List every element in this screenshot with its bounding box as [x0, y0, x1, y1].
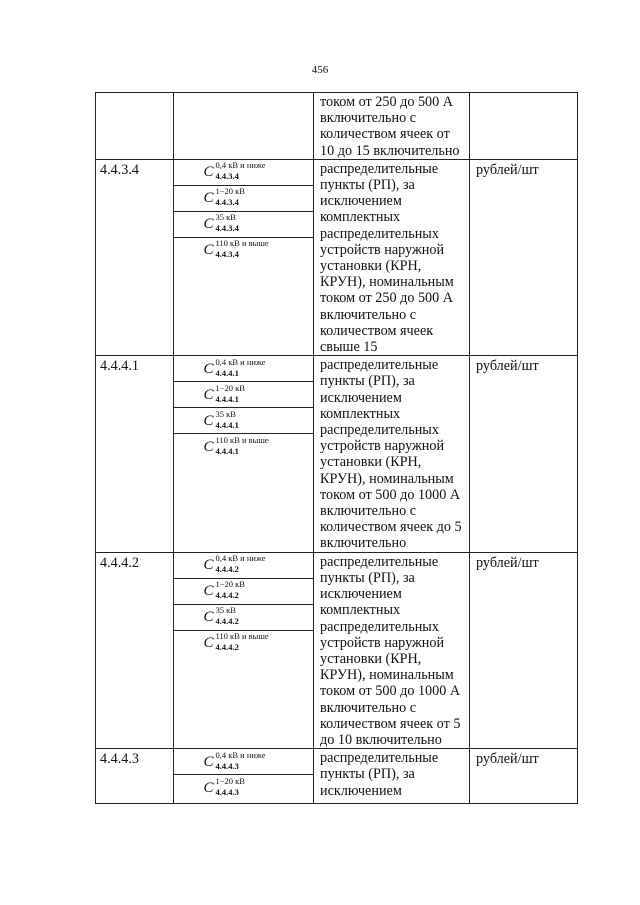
description-line: установки (КРН,	[320, 650, 422, 667]
description-line: распределительных	[320, 618, 439, 635]
description-line: током от 250 до 500 А	[320, 94, 454, 110]
description-line: распределительные	[320, 160, 439, 177]
coefficient-item	[174, 238, 313, 263]
coefficient-item	[174, 186, 313, 212]
coefficient-symbol	[198, 383, 290, 407]
description-line: количеством ячеек от	[320, 126, 450, 143]
coefficient-letter: C	[203, 438, 214, 455]
description-line: включительно с	[320, 110, 417, 127]
coefficient-item	[174, 434, 313, 459]
description-line: распределительные	[320, 553, 439, 570]
coefficient-item	[174, 212, 313, 238]
coefficient-symbol	[198, 605, 290, 629]
coefficient-symbol	[198, 409, 290, 433]
description-line: включительно с	[320, 699, 417, 716]
row-description	[314, 552, 470, 748]
description-line: включительно с	[320, 306, 417, 323]
description-line: КРУН), номинальным	[320, 667, 454, 684]
row-unit: рублей/шт	[470, 552, 578, 748]
description-line: устройств наружной	[320, 634, 445, 651]
coefficient-item	[174, 408, 313, 434]
coefficient-index: 4.4.4.1	[215, 419, 239, 430]
coefficient-symbol	[198, 750, 290, 774]
description-line: установки (КРН,	[320, 258, 422, 275]
coefficient-item	[174, 356, 313, 382]
coefficient-voltage: 1−20 кВ	[215, 186, 245, 197]
description-line: током от 500 до 1000 А	[320, 486, 461, 503]
coefficient-index: 4.4.3.4	[215, 171, 239, 182]
description-line: исключением	[320, 193, 402, 210]
coefficient-symbol	[198, 579, 290, 603]
coefficient-voltage: 1−20 кВ	[215, 382, 245, 393]
coefficient-letter: C	[203, 216, 214, 233]
coefficient-symbol	[198, 776, 290, 800]
coefficient-cell	[174, 552, 314, 748]
coefficient-letter: C	[203, 779, 214, 796]
coefficient-voltage: 0,4 кВ и ниже	[215, 553, 266, 564]
table-row	[96, 749, 578, 804]
row-unit	[470, 93, 578, 160]
table-row	[96, 93, 578, 160]
coefficient-index: 4.4.4.2	[215, 590, 239, 601]
coefficient-cell	[174, 749, 314, 804]
coefficient-voltage: 0,4 кВ и ниже	[215, 749, 266, 760]
coefficient-index: 4.4.4.1	[215, 393, 239, 404]
coefficient-index: 4.4.3.4	[215, 249, 239, 260]
description-line: исключением	[320, 389, 402, 406]
coefficient-letter: C	[203, 360, 214, 377]
description-line: количеством ячеек	[320, 322, 434, 339]
coefficient-voltage: 1−20 кВ	[215, 579, 245, 590]
coefficient-symbol	[198, 186, 290, 210]
coefficient-item	[174, 382, 313, 408]
coefficient-letter: C	[203, 583, 214, 600]
row-code: 4.4.3.4	[96, 159, 174, 355]
row-unit: рублей/шт	[470, 356, 578, 552]
coefficient-index: 4.4.4.1	[215, 445, 239, 456]
row-description	[314, 93, 470, 160]
table-row	[96, 159, 578, 355]
coefficient-letter: C	[203, 635, 214, 652]
coefficient-voltage: 110 кВ и выше	[215, 631, 269, 642]
coefficient-cell	[174, 93, 314, 160]
description-line: до 10 включительно	[320, 731, 442, 748]
row-code: 4.4.4.1	[96, 356, 174, 552]
coefficient-item	[174, 579, 313, 605]
description-line: свыше 15	[320, 339, 378, 356]
coefficient-item	[174, 749, 313, 775]
description-line: пункты (РП), за	[320, 766, 415, 783]
description-line: исключением	[320, 586, 402, 603]
description-line: устройств наружной	[320, 241, 445, 258]
coefficient-voltage: 35 кВ	[215, 408, 236, 419]
coefficient-item	[174, 605, 313, 631]
description-line: распределительные	[320, 357, 439, 374]
row-description	[314, 356, 470, 552]
coefficient-voltage: 0,4 кВ и ниже	[215, 160, 266, 171]
coefficient-voltage: 1−20 кВ	[215, 775, 245, 786]
coefficient-letter: C	[203, 557, 214, 574]
coefficient-voltage: 35 кВ	[215, 212, 236, 223]
description-line: КРУН), номинальным	[320, 274, 454, 291]
coefficient-item	[174, 553, 313, 579]
coefficient-symbol	[198, 631, 290, 655]
row-code: 4.4.4.3	[96, 749, 174, 804]
coefficient-voltage: 110 кВ и выше	[215, 434, 269, 445]
row-description	[314, 749, 470, 804]
row-code: 4.4.4.2	[96, 552, 174, 748]
coefficient-index: 4.4.4.3	[215, 760, 239, 771]
description-line: включительно	[320, 535, 407, 552]
description-line: током от 250 до 500 А	[320, 290, 454, 307]
description-line: комплектных	[320, 405, 401, 422]
coefficient-letter: C	[203, 412, 214, 429]
table-row	[96, 552, 578, 748]
coefficient-symbol	[198, 160, 290, 184]
coefficient-item	[174, 160, 313, 186]
coefficient-index: 4.4.4.2	[215, 564, 239, 575]
coefficient-letter: C	[203, 386, 214, 403]
coefficient-symbol	[198, 435, 290, 459]
coefficient-letter: C	[203, 753, 214, 770]
coefficient-index: 4.4.4.3	[215, 786, 239, 797]
coefficient-item	[174, 775, 313, 800]
coefficient-item	[174, 631, 313, 656]
description-line: пункты (РП), за	[320, 373, 415, 390]
coefficient-letter: C	[203, 164, 214, 181]
description-line: током от 500 до 1000 А	[320, 683, 461, 700]
tariff-table	[95, 92, 578, 804]
description-line: включительно с	[320, 503, 417, 520]
description-line: КРУН), номинальным	[320, 470, 454, 487]
row-description	[314, 159, 470, 355]
coefficient-index: 4.4.4.1	[215, 367, 239, 378]
row-unit: рублей/шт	[470, 749, 578, 804]
coefficient-letter: C	[203, 190, 214, 207]
description-line: пункты (РП), за	[320, 177, 415, 194]
coefficient-index: 4.4.4.2	[215, 616, 239, 627]
description-line: установки (КРН,	[320, 454, 422, 471]
description-line: исключением	[320, 782, 402, 799]
coefficient-symbol	[198, 212, 290, 236]
table-row	[96, 356, 578, 552]
page-number: 456	[311, 64, 329, 76]
coefficient-index: 4.4.4.2	[215, 642, 239, 653]
description-line: комплектных	[320, 602, 401, 619]
description-line: количеством ячеек от 5	[320, 715, 461, 732]
row-code	[96, 93, 174, 160]
description-line: распределительных	[320, 225, 439, 242]
coefficient-symbol	[198, 238, 290, 262]
description-line: распределительные	[320, 750, 439, 767]
coefficient-letter: C	[203, 242, 214, 259]
coefficient-symbol	[198, 553, 290, 577]
coefficient-symbol	[198, 357, 290, 381]
row-unit: рублей/шт	[470, 159, 578, 355]
coefficient-index: 4.4.3.4	[215, 197, 239, 208]
coefficient-voltage: 35 кВ	[215, 605, 236, 616]
description-line: 10 до 15 включительно	[320, 142, 460, 159]
coefficient-cell	[174, 159, 314, 355]
coefficient-cell	[174, 356, 314, 552]
coefficient-voltage: 0,4 кВ и ниже	[215, 356, 266, 367]
coefficient-voltage: 110 кВ и выше	[215, 238, 269, 249]
description-line: комплектных	[320, 209, 401, 226]
description-line: устройств наружной	[320, 438, 445, 455]
description-line: количеством ячеек до 5	[320, 519, 462, 536]
coefficient-index: 4.4.3.4	[215, 223, 239, 234]
description-line: распределительных	[320, 422, 439, 439]
description-line: пункты (РП), за	[320, 569, 415, 586]
coefficient-letter: C	[203, 609, 214, 626]
